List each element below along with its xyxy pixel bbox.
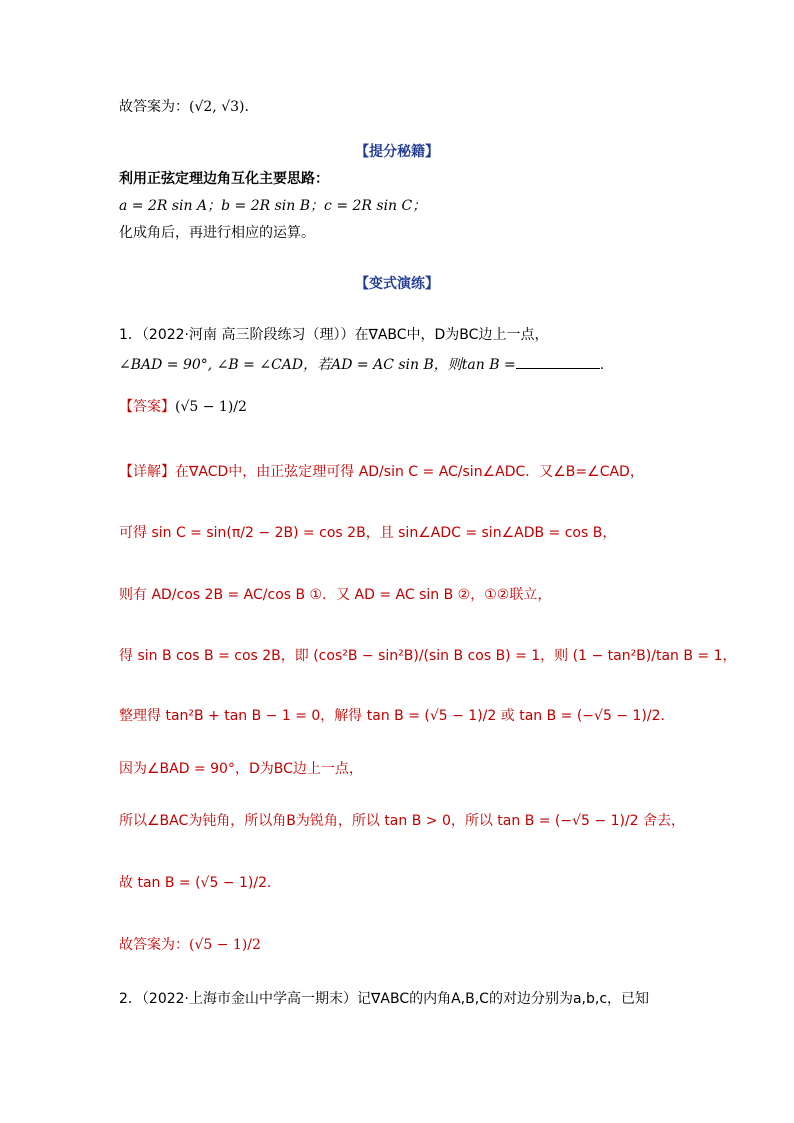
detail-line-2: 可得 sin C = sin(π/2 − 2B) = cos 2B，且 sin∠ADC = sin∠ADB = cos B， <box>119 525 617 541</box>
problem1-number: 1． <box>119 327 142 343</box>
intro-answer-math: (√2, √3). <box>189 99 249 115</box>
tips-heading: 利用正弦定理边角互化主要思路： <box>119 171 329 187</box>
detail-line-8: 故 tan B = (√5 − 1)/2． <box>119 875 281 891</box>
problem1-source: （2022·河南 高三阶段练习（理）） <box>141 327 355 343</box>
tips-title: 【提分秘籍】 <box>355 144 439 160</box>
intro-answer-prefix: 故答案为： <box>119 99 189 115</box>
detail-line-7: 所以∠BAC为钝角，所以角B为锐角，所以 tan B > 0，所以 tan B = (−√5 − 1)/2 舍去， <box>119 813 686 829</box>
final-answer-prefix: 故答案为： <box>119 937 189 953</box>
answer-value: (√5 − 1)/2 <box>175 399 247 415</box>
practice-title: 【变式演练】 <box>355 276 439 292</box>
problem1-line2: ∠BAD = 90°, ∠B = ∠CAD，若AD = AC sin B，则tan B = . <box>119 354 604 374</box>
detail-line-4: 得 sin B cos B = cos 2B，即 (cos²B − sin²B)/(sin B cos B) = 1，则 (1 − tan²B)/tan B = 1， <box>119 648 737 664</box>
problem2-stem: 记∇ABC的内角A,B,C的对边分别为a,b,c，已知 <box>357 991 650 1007</box>
detail-line-5: 整理得 tan²B + tan B − 1 = 0，解得 tan B = (√5 − 1)/2 或 tan B = (−√5 − 1)/2． <box>119 708 675 724</box>
detail-text-1: 在∇ACD中，由正弦定理可得 AD/sin C = AC/sin∠ADC．又∠B=∠CAD， <box>175 464 644 480</box>
final-answer-line <box>119 936 261 954</box>
problem1-line1 <box>119 326 548 344</box>
problem1-answer <box>119 398 247 416</box>
problem2-line <box>119 990 649 1008</box>
final-answer-value: (√5 − 1)/2 <box>189 937 261 953</box>
detail-line-3: 则有 AD/cos 2B = AC/cos B ①．又 AD = AC sin B ②，①②联立， <box>119 587 552 603</box>
detail-line-1 <box>119 463 644 481</box>
tips-note: 化成角后，再进行相应的运算。 <box>119 225 315 241</box>
problem2-source: （2022·上海市金山中学高一期末） <box>141 991 358 1007</box>
answer-blank <box>516 354 600 369</box>
problem1-stem-a: 在∇ABC中，D为BC边上一点， <box>354 327 549 343</box>
intro-answer-line <box>119 98 249 116</box>
problem2-number: 2． <box>119 991 142 1007</box>
detail-line-6: 因为∠BAD = 90°，D为BC边上一点， <box>119 761 363 777</box>
problem1-stem-b: ∠BAD = 90°, ∠B = ∠CAD，若AD = AC sin B，则tan B = <box>119 357 516 373</box>
detail-label: 【详解】 <box>119 464 175 480</box>
tips-formulas: a = 2R sin A；b = 2R sin B；c = 2R sin C； <box>119 198 427 214</box>
answer-label: 【答案】 <box>119 399 175 415</box>
